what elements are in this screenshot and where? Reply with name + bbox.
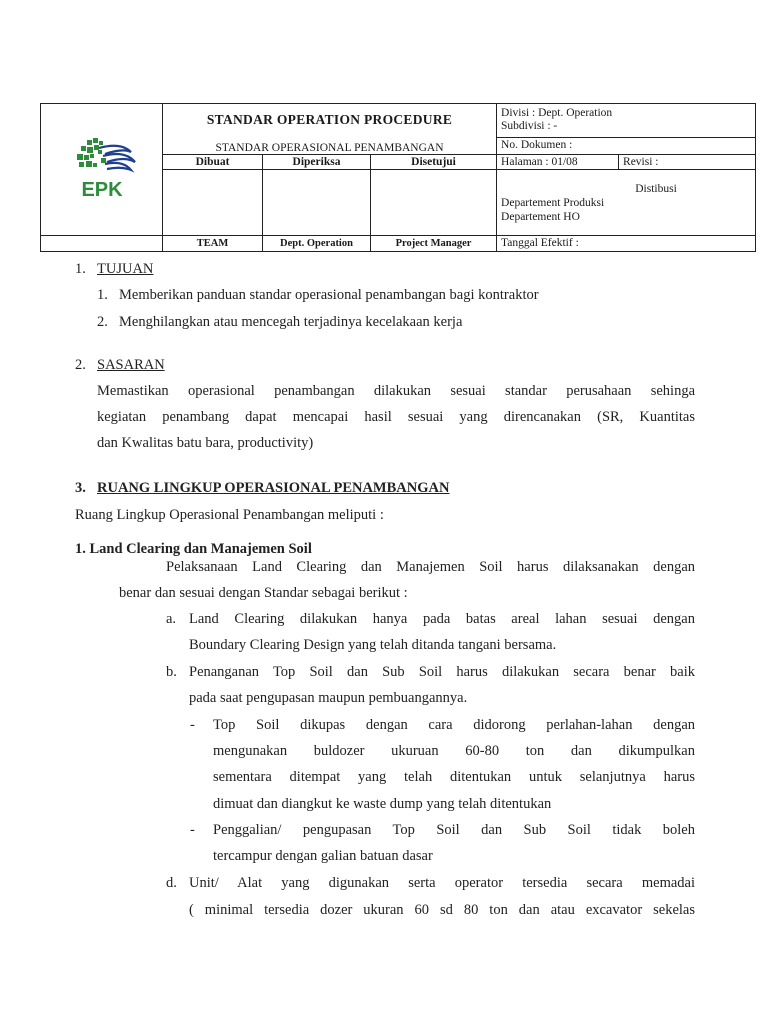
s2-line-2: kegiatan penambang dapat mencapai hasil sesuai yang direncanakan (SR, Kuantitas [97, 409, 695, 425]
revisi-cell: Revisi : [619, 155, 756, 170]
document-subtitle: STANDAR OPERASIONAL PENAMBANGAN [215, 142, 444, 154]
disetujui-label: Disetujui [371, 155, 497, 170]
item-b-line-2: pada saat pengupasan maupun pembuangannya. [189, 690, 468, 706]
item-d-line-2: ( minimal tersedia dozer ukuran 60 sd 80 ton dan atau excavator sekelas [189, 902, 695, 918]
dash-1-line-3: sementara ditempat yang telah ditentukan untuk selanjutnya harus [213, 769, 695, 785]
subdivisi-text: Subdivisi : - [501, 120, 558, 133]
item-d-line-1: Unit/ Alat yang digunakan serta operator tersedia secara memadai [189, 875, 695, 891]
dash-2-line-1: Penggalian/ pengupasan Top Soil dan Sub Soil tidak boleh [213, 822, 695, 838]
dept-operation-label: Dept. Operation [263, 236, 371, 252]
section-1-title: TUJUAN [97, 261, 154, 277]
section-3-title: RUANG LINGKUP OPERASIONAL PENAMBANGAN [97, 480, 450, 496]
dibuat-label: Dibuat [163, 155, 263, 170]
section-1-number: 1. [75, 261, 86, 277]
dash-2-line-2: tercampur dengan galian batuan dasar [213, 848, 433, 864]
s1-item-2-number: 2. [97, 314, 108, 330]
distribusi-ho: Departement HO [501, 210, 580, 223]
no-dokumen-cell: No. Dokumen : [497, 137, 756, 154]
s1-item-1-number: 1. [97, 287, 108, 303]
team-label: TEAM [163, 236, 263, 252]
s1-item-1-text: Memberikan panduan standar operasional penambangan bagi kontraktor [119, 287, 539, 303]
dash-1: - [190, 717, 195, 733]
item-d-label: d. [166, 875, 177, 891]
section-2-number: 2. [75, 357, 86, 373]
section-2-title: SASARAN [97, 357, 165, 373]
dash-1-line-2: mengunakan buldozer ukuruan 60-80 ton dan dikumpulkan [213, 743, 695, 759]
distribusi-produksi: Departement Produksi [501, 196, 605, 209]
divisi-text: Divisi : Dept. Operation [501, 107, 613, 120]
item-a-line-1: Land Clearing dilakukan hanya pada batas areal lahan sesuai dengan [189, 611, 695, 627]
diperiksa-label: Diperiksa [263, 155, 371, 170]
item-a-label: a. [166, 611, 177, 627]
s3-intro: Ruang Lingkup Operasional Penambangan meliputi : [75, 507, 384, 523]
project-manager-label: Project Manager [371, 236, 497, 252]
s1-item-2-text: Menghilangkan atau mencegah terjadinya kecelakaan kerja [119, 314, 463, 330]
item-a-line-2: Boundary Clearing Design yang telah ditanda tangani bersama. [189, 637, 557, 653]
dash-1-line-4: dimuat dan diangkut ke waste dump yang telah ditentukan [213, 796, 552, 812]
svg-text:EPK: EPK [80, 179, 123, 201]
document-title: STANDAR OPERATION PROCEDURE [206, 112, 453, 127]
s2-line-1: Memastikan operasional penambangan dilakukan sesuai standar perusahaan sehinga [97, 383, 695, 399]
dash-1-line-1: Top Soil dikupas dengan cara didorong perlahan-lahan dengan [213, 717, 695, 733]
item-b-line-1: Penanganan Top Soil dan Sub Soil harus dilakukan secara benar baik [189, 664, 695, 680]
tanggal-efektif-cell: Tanggal Efektif : [497, 236, 756, 252]
distribusi-label: Distibusi [635, 182, 677, 195]
dash-2: - [190, 822, 195, 838]
sub1-para-line-1: Pelaksanaan Land Clearing dan Manajemen Soil harus dilaksanakan dengan [166, 559, 695, 575]
item-b-label: b. [166, 664, 177, 680]
subsection-1-title: 1. Land Clearing dan Manajemen Soil [75, 541, 312, 557]
section-3-number: 3. [75, 480, 86, 496]
s2-line-3: dan Kwalitas batu bara, productivity) [97, 435, 314, 451]
sub1-para-line-2: benar dan sesuai dengan Standar sebagai berikut : [119, 585, 408, 601]
halaman-cell: Halaman : 01/08 [497, 155, 619, 170]
